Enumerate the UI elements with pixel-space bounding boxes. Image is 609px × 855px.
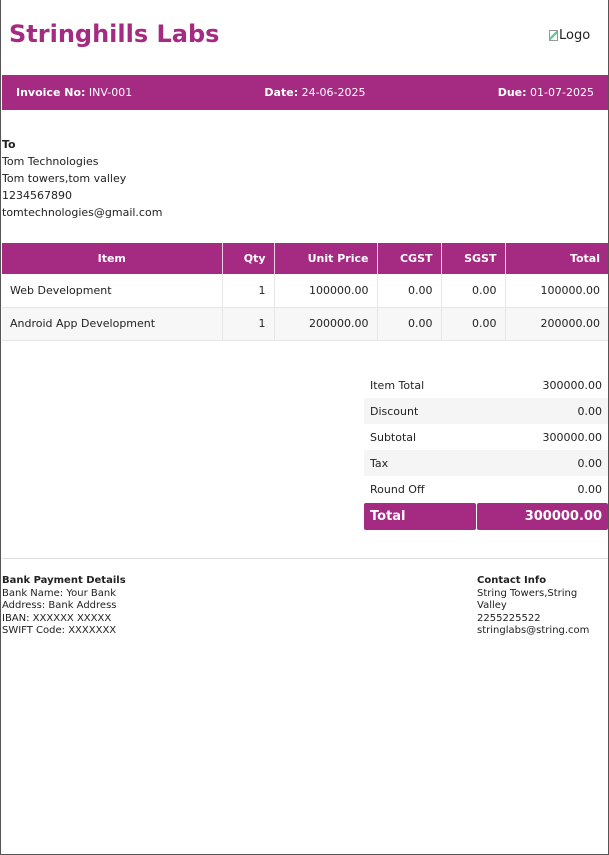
bank-iban: IBAN: XXXXXX XXXXX [2,612,112,624]
invoice-date-label: Date: [264,86,299,99]
bill-to-phone: 1234567890 [2,189,72,202]
bill-to-address: Tom towers,tom valley [2,172,127,185]
invoice-date-value: 24-06-2025 [301,86,366,99]
cell-cgst: 0.00 [377,307,441,340]
col-header-total: Total [505,243,608,274]
bill-to-label: To [2,138,16,151]
cell-item: Android App Development [2,307,222,340]
cell-qty: 1 [222,307,274,340]
cell-sgst: 0.00 [441,307,505,340]
summary-item-total [364,372,608,398]
summary-round-off [364,476,608,502]
cell-total: 200000.00 [505,307,608,340]
invoice-due-value: 01-07-2025 [530,86,594,99]
invoice-due [498,86,594,99]
summary-value: 300000.00 [542,378,602,392]
summary-label: Discount [370,404,419,418]
summary-label: Subtotal [370,430,417,444]
cell-total: 100000.00 [505,274,608,307]
summary-value: 0.00 [577,482,602,496]
col-header-item: Item [2,243,222,274]
summary-value: 0.00 [577,404,602,418]
bill-to-email: tomtechnologies@gmail.com [2,206,163,219]
bank-swift: SWIFT Code: XXXXXXX [2,625,117,636]
summary-discount [364,398,608,424]
logo-alt-text: Logo [559,28,591,43]
invoice-number-value: INV-001 [88,86,133,99]
bank-address: Address: Bank Address [2,600,117,611]
bank-details [2,575,126,638]
table-row [2,307,608,340]
summary-label: Tax [370,456,389,470]
col-header-sgst: SGST [441,243,505,274]
broken-image-icon [549,30,558,41]
contact-email: stringlabs@string.com [477,625,590,636]
summary-block [364,372,608,530]
invoice-number [16,86,132,99]
cell-unit-price: 100000.00 [274,274,377,307]
contact-address: String Towers,String Valley [477,587,578,611]
cell-unit-price: 200000.00 [274,307,377,340]
contact-phone: 2255225522 [477,612,541,624]
table-row [2,274,608,307]
col-header-qty: Qty [222,243,274,274]
bill-to-name: Tom Technologies [2,155,99,168]
footer-divider [2,558,608,559]
summary-label: Round Off [370,482,425,496]
invoice-number-label: Invoice No: [16,86,86,99]
summary-subtotal [364,424,608,450]
contact-info [477,575,608,638]
logo [549,28,590,43]
cell-cgst: 0.00 [377,274,441,307]
cell-item: Web Development [2,274,222,307]
cell-sgst: 0.00 [441,274,505,307]
bill-to [2,136,162,221]
grand-total-value: 300000.00 [477,503,608,530]
grand-total-label: Total [364,503,476,530]
contact-heading: Contact Info [477,575,547,586]
summary-value: 0.00 [577,456,602,470]
invoice-due-label: Due: [497,86,527,99]
col-header-cgst: CGST [377,243,441,274]
bank-name: Bank Name: Your Bank [2,587,116,599]
summary-grand-total [364,503,608,530]
company-name: Stringhills Labs [9,20,220,48]
col-header-unit-price: Unit Price [274,243,377,274]
invoice-date [264,86,365,99]
summary-tax [364,450,608,476]
table-header-row [2,243,608,274]
items-table [2,243,608,341]
cell-qty: 1 [222,274,274,307]
bank-heading: Bank Payment Details [2,575,126,586]
invoice-header-band [2,75,608,110]
summary-label: Item Total [370,378,425,392]
summary-value: 300000.00 [542,430,602,444]
